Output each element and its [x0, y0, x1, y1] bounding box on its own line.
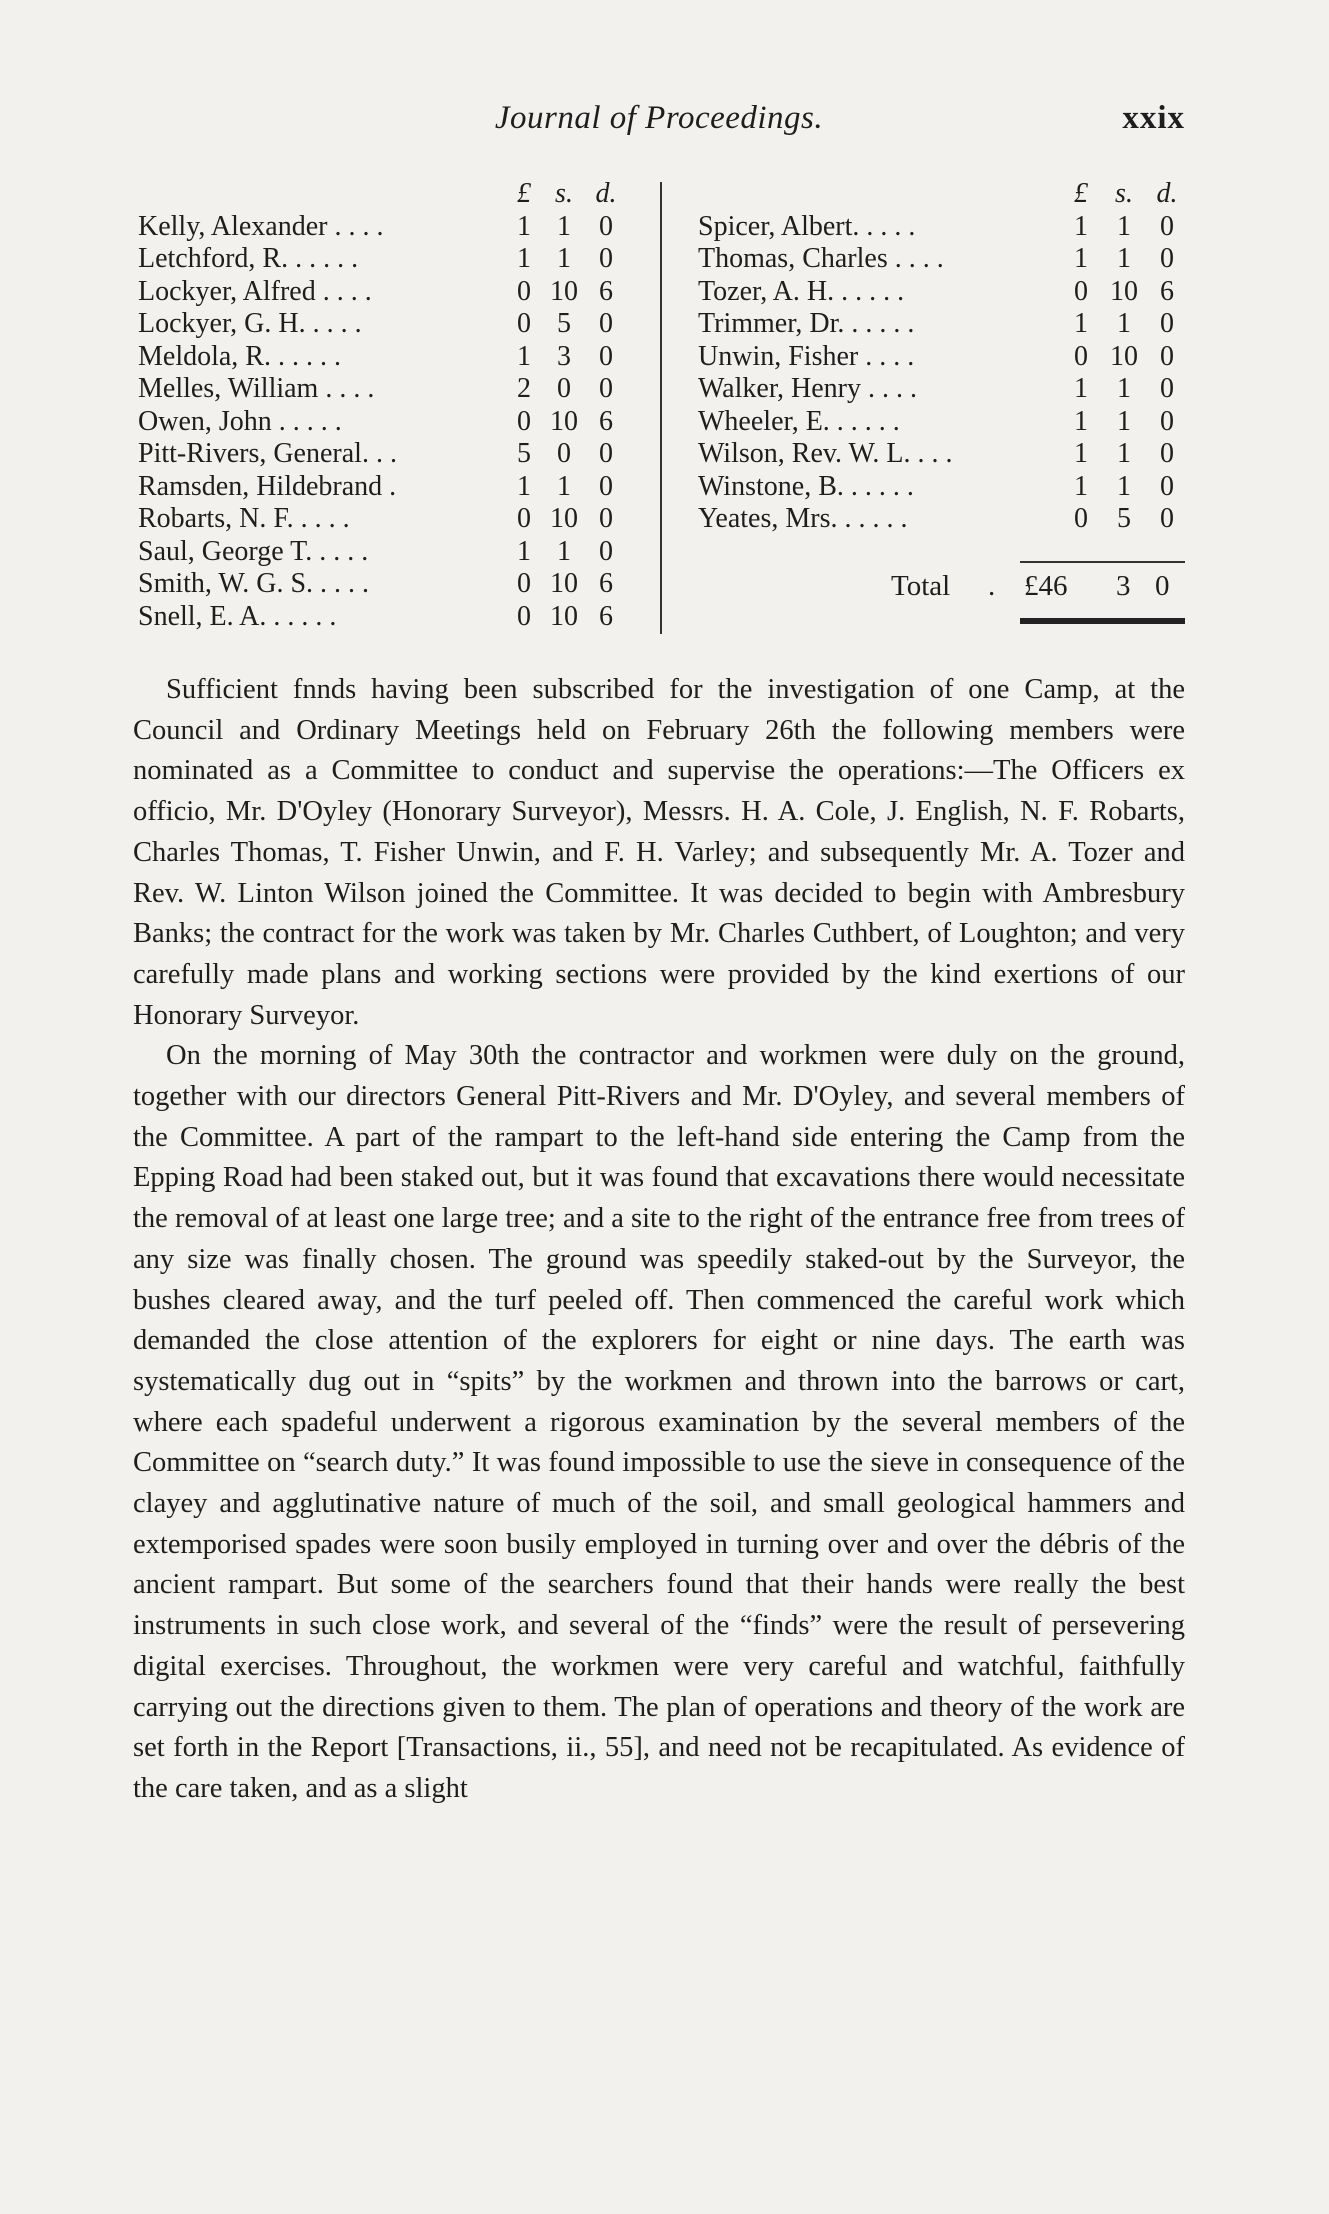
subscriber-row — [698, 276, 1185, 309]
total-rule-top — [1020, 561, 1185, 563]
pence-value: 0 — [599, 373, 613, 404]
shillings-value: 1 — [1117, 405, 1131, 437]
pounds-value: 0 — [517, 405, 531, 437]
pence-value: 0 — [1160, 308, 1174, 339]
shillings-value: 5 — [557, 308, 571, 339]
pounds-value: 0 — [1074, 275, 1088, 307]
pence-value: 0 — [1160, 373, 1174, 404]
page-header — [133, 100, 1185, 148]
pence-value: 6 — [599, 600, 613, 632]
total-pence: 0 — [1155, 570, 1170, 602]
pounds-value: 0 — [517, 308, 531, 339]
subscriber-row — [138, 211, 628, 244]
subscriber-row — [698, 471, 1185, 504]
subscriber-name: Trimmer, Dr. . . . . . — [698, 308, 915, 339]
subscriber-row — [138, 536, 628, 569]
subscriber-name: Saul, George T. . . . . — [138, 535, 369, 567]
subscriber-name: Melles, William . . . . — [138, 373, 375, 404]
shillings-value: 1 — [1117, 438, 1131, 469]
subscriber-name: Letchford, R. . . . . . — [138, 243, 359, 274]
pence-value: 0 — [599, 308, 613, 339]
pounds-value: 1 — [517, 535, 531, 567]
subscriber-name: Spicer, Albert. . . . . — [698, 210, 916, 242]
pence-value: 0 — [599, 340, 613, 372]
subscriber-row — [138, 341, 628, 374]
shillings-value: 0 — [557, 438, 571, 469]
subscriber-row — [138, 308, 628, 341]
pence-value: 0 — [1160, 210, 1174, 242]
pounds-value: 1 — [1074, 438, 1088, 469]
subscriber-name: Kelly, Alexander . . . . — [138, 210, 384, 242]
total-rule-bottom — [1020, 618, 1185, 624]
subscriber-row — [698, 243, 1185, 276]
shillings-value: 1 — [557, 470, 571, 502]
pounds-value: 0 — [1074, 340, 1088, 372]
total-pounds: £46 — [1024, 570, 1068, 602]
subscriber-name: Unwin, Fisher . . . . — [698, 340, 915, 372]
total-shillings: 3 — [1116, 570, 1131, 602]
pence-value: 0 — [1160, 470, 1174, 502]
shillings-value: 10 — [1110, 340, 1138, 372]
subscriber-name: Yeates, Mrs. . . . . . — [698, 503, 908, 534]
pence-header: d. — [1156, 178, 1178, 209]
pounds-header: £ — [517, 178, 531, 209]
subscriber-name: Wilson, Rev. W. L. . . . — [698, 438, 953, 469]
subscriber-row — [138, 568, 628, 601]
total-row — [698, 568, 1185, 604]
column-headers — [138, 178, 628, 211]
paragraph: Sufficient fnnds having been subscribed for the investigation of one Camp, at the Council and Ordinary Meetings held on February 26th the following members were nominated as a Committee to conduct and supervise the operations:—The Officers ex officio, Mr. D'Oyley (Honorary Surveyor), Messrs. H. A. Cole, J. English, N. F. Robarts, Charles Thomas, T. Fisher Unwin, and F. H. Varley; and subsequently Mr. A. Tozer and Rev. W. Linton Wilson joined the Committee. It was decided to begin with Ambresbury Banks; the contract for the work was taken by Mr. Charles Cuthbert, of Loughton; and very carefully made plans and working sections were provided by the kind exertions of our Honorary Surveyor. — [133, 674, 1185, 1031]
pounds-value: 0 — [1074, 503, 1088, 534]
subscription-column-right — [698, 178, 1185, 602]
subscriber-name: Robarts, N. F. . . . . — [138, 503, 350, 534]
total-label: Total — [891, 570, 951, 602]
pounds-value: 1 — [517, 340, 531, 372]
subscriber-row — [138, 438, 628, 471]
subscriber-row — [698, 211, 1185, 244]
pence-value: 0 — [1160, 340, 1174, 372]
subscriber-name: Winstone, B. . . . . . — [698, 470, 914, 502]
shillings-value: 5 — [1117, 503, 1131, 534]
shillings-value: 3 — [557, 340, 571, 372]
pounds-value: 1 — [517, 210, 531, 242]
pence-value: 0 — [599, 470, 613, 502]
paragraph: On the morning of May 30th the contractor and workmen were duly on the ground, together with our directors General Pitt-Rivers and Mr. D'Oyley, and several members of the Committee. A part of the rampart to the left-hand side entering the Camp from the Epping Road had been staked out, but it was found that excavations there would necessitate the removal of at least one large tree; and a site to the right of the entrance free from trees of any size was finally chosen. The ground was speedily staked-out by the Surveyor, the bushes cleared away, and the turf peeled off. Then commenced the careful work which demanded the close attention of the explorers for eight or nine days. The earth was systematically dug out in “spits” by the workmen and thrown into the barrows or cart, where each spadeful underwent a rigorous examination by the several members of the Committee on “search duty.” It was found impossible to use the sieve in consequence of the clayey and agglutinative nature of much of the soil, and small geological hammers and extemporised spades were soon busily employed in turning over and over the débris of the ancient rampart. But some of the searchers found that their hands were really the best instruments in such close work, and several of the “finds” were the result of persevering digital exercises. Throughout, the workmen were very careful and watchful, faithfully carrying out the directions given to them. The plan of operations and theory of the work are set forth in the Report [Transactions, ii., 55], and need not be recapitulated. As evidence of the care taken, and as a slight — [133, 1040, 1185, 1804]
page-number: xxix — [1122, 100, 1185, 136]
shillings-value: 1 — [557, 243, 571, 274]
subscription-list — [133, 178, 1185, 638]
subscriber-name: Tozer, A. H. . . . . . — [698, 275, 905, 307]
subscriber-row — [698, 373, 1185, 406]
shillings-value: 1 — [1117, 308, 1131, 339]
shillings-value: 1 — [557, 210, 571, 242]
subscriber-row — [138, 276, 628, 309]
pence-value: 6 — [1160, 275, 1174, 307]
pence-value: 0 — [1160, 243, 1174, 274]
pence-value: 6 — [599, 568, 613, 599]
pounds-value: 1 — [1074, 210, 1088, 242]
pence-value: 0 — [599, 438, 613, 469]
subscriber-row — [138, 406, 628, 439]
running-title: Journal of Proceedings. — [494, 100, 824, 136]
subscriber-name: Owen, John . . . . . — [138, 405, 342, 437]
subscriber-name: Meldola, R. . . . . . — [138, 340, 341, 372]
pounds-value: 1 — [1074, 470, 1088, 502]
shillings-value: 1 — [1117, 373, 1131, 404]
pounds-value: 1 — [1074, 373, 1088, 404]
shillings-header: s. — [555, 178, 573, 209]
pounds-value: 5 — [517, 438, 531, 469]
pounds-value: 1 — [517, 470, 531, 502]
subscriber-name: Wheeler, E. . . . . . — [698, 405, 900, 437]
subscriber-name: Lockyer, G. H. . . . . — [138, 308, 362, 339]
column-divider — [660, 182, 662, 634]
pounds-header: £ — [1074, 178, 1088, 209]
shillings-value: 10 — [550, 568, 578, 599]
pounds-value: 2 — [517, 373, 531, 404]
pounds-value: 1 — [517, 243, 531, 274]
subscriber-row — [138, 601, 628, 634]
pence-value: 0 — [1160, 503, 1174, 534]
subscriber-row — [138, 503, 628, 536]
subscriber-name: Ramsden, Hildebrand . — [138, 470, 397, 502]
pence-value: 0 — [599, 210, 613, 242]
subscriber-name: Walker, Henry . . . . — [698, 373, 917, 404]
subscriber-name: Lockyer, Alfred . . . . — [138, 275, 372, 307]
shillings-value: 10 — [1110, 275, 1138, 307]
pence-value: 0 — [599, 243, 613, 274]
shillings-value: 0 — [557, 373, 571, 404]
subscriber-name: Pitt-Rivers, General. . . — [138, 438, 397, 469]
pounds-value: 0 — [517, 275, 531, 307]
shillings-value: 10 — [550, 275, 578, 307]
pence-value: 0 — [1160, 405, 1174, 437]
pence-value: 0 — [599, 503, 613, 534]
pence-header: d. — [595, 178, 617, 209]
pence-value: 6 — [599, 405, 613, 437]
subscriber-row — [698, 341, 1185, 374]
subscriber-name: Thomas, Charles . . . . — [698, 243, 944, 274]
pounds-value: 1 — [1074, 308, 1088, 339]
subscriber-row — [698, 406, 1185, 439]
shillings-value: 10 — [550, 405, 578, 437]
shillings-value: 10 — [550, 503, 578, 534]
total-leader: . — [988, 570, 996, 602]
subscriber-row — [698, 503, 1185, 536]
subscription-column-left — [138, 178, 628, 633]
shillings-value: 1 — [557, 535, 571, 567]
subscriber-row — [698, 438, 1185, 471]
column-headers — [698, 178, 1185, 211]
pounds-value: 0 — [517, 600, 531, 632]
pence-value: 0 — [1160, 438, 1174, 469]
shillings-value: 1 — [1117, 210, 1131, 242]
body-text — [133, 670, 1185, 1810]
pounds-value: 1 — [1074, 243, 1088, 274]
shillings-value: 10 — [550, 600, 578, 632]
subscriber-name: Snell, E. A. . . . . . — [138, 600, 337, 632]
pounds-value: 1 — [1074, 405, 1088, 437]
shillings-header: s. — [1115, 178, 1133, 209]
pounds-value: 0 — [517, 503, 531, 534]
subscriber-row — [138, 243, 628, 276]
pence-value: 0 — [599, 535, 613, 567]
subscriber-row — [138, 471, 628, 504]
subscriber-name: Smith, W. G. S. . . . . — [138, 568, 370, 599]
pounds-value: 0 — [517, 568, 531, 599]
shillings-value: 1 — [1117, 470, 1131, 502]
subscriber-row — [138, 373, 628, 406]
shillings-value: 1 — [1117, 243, 1131, 274]
pence-value: 6 — [599, 275, 613, 307]
subscriber-row — [698, 308, 1185, 341]
